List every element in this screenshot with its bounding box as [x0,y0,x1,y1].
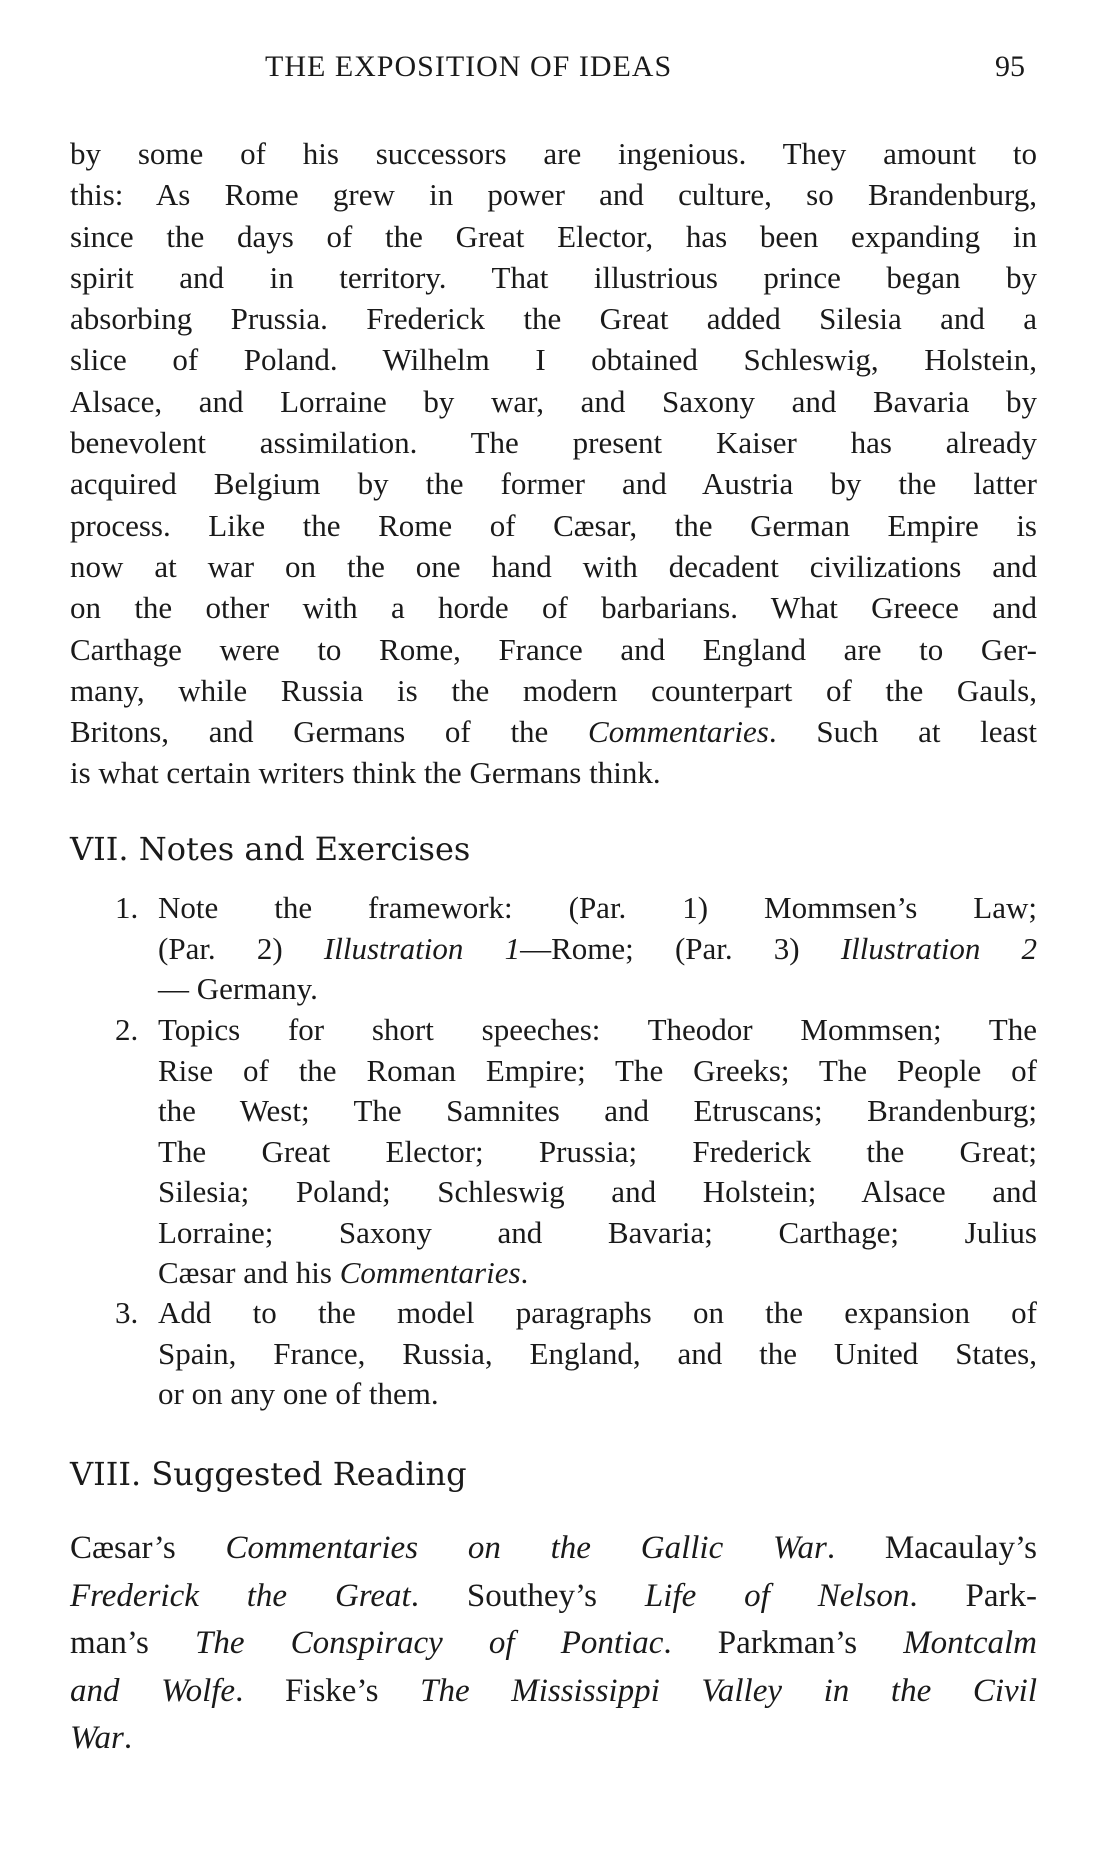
text-run: Silesia; Poland; Schleswig and Holstein; Alsace and [158,1174,1037,1209]
running-title: THE EXPOSITION OF IDEAS [265,50,673,83]
text-line [158,1010,1037,1051]
text-run: slice of Poland. Wilhelm I obtained Schleswig, Holstein, [70,342,1037,378]
text-line [70,1573,1037,1621]
italic-title: and Wolfe [70,1672,236,1709]
text-run: spirit and in territory. That illustrious prince began by [70,259,1037,295]
text-line [70,133,1037,174]
text-run: . Such at least [768,714,1037,750]
text-line [158,1253,1037,1294]
text-run: . Macaulay’s [826,1530,1038,1566]
text-run: The Great Elector; Prussia; Frederick the Great; [158,1133,1037,1169]
item-text [158,1293,1037,1415]
text-line [70,339,1037,380]
text-run: since the days of the Great Elector, has been expanding in [70,218,1037,254]
text-run: — Germany. [158,971,318,1006]
text-run: Note the framework: (Par. 1) Mommsen’s Law; [158,890,1037,925]
text-line [158,1051,1037,1092]
italic-title: Illustration 1 [323,930,521,966]
text-line [158,1172,1037,1213]
italic-title: Montcalm [903,1625,1037,1661]
text-run: (Par. 2) [158,930,324,966]
text-run: many, while Russia is the modern counterpart of the Gauls, [70,672,1037,708]
text-run: Britons, and Germans of the [70,714,589,750]
body-paragraph [70,133,1037,794]
text-line [70,587,1037,628]
running-header [0,50,1098,90]
text-run: or on any one of them. [158,1376,439,1411]
text-line [70,505,1037,546]
italic-title: Commentaries [588,714,769,750]
text-line [158,1132,1037,1173]
text-run: Alsace, and Lorraine by war, and Saxony and Bavaria by [70,383,1037,419]
item-text [158,1010,1037,1294]
text-run: Carthage were to Rome, France and England are to Ger- [70,631,1037,667]
italic-title: Commentaries on the Gallic War [225,1530,827,1566]
text-line [158,1334,1037,1375]
text-line [158,888,1037,929]
text-line [158,1374,1037,1415]
text-line [70,381,1037,422]
text-line [70,463,1037,504]
page-number: 95 [995,50,1025,83]
exercise-item [115,1010,1037,1294]
text-run: Cæsar and his [158,1255,340,1290]
text-run: is what certain writers think the Germans think. [70,755,661,791]
italic-title: War [70,1720,124,1756]
text-run: acquired Belgium by the former and Austria by the latter [70,466,1037,502]
italic-title: The Mississippi Valley in the Civil [420,1672,1037,1709]
text-line [158,929,1037,970]
text-run: by some of his successors are ingenious. They amount to [70,136,1037,171]
suggested-reading-paragraph [70,1525,1037,1763]
text-run: Lorraine; Saxony and Bavaria; Carthage; Julius [158,1214,1037,1250]
text-run: man’s [70,1625,195,1661]
text-line [158,1293,1037,1334]
text-run: this: As Rome grew in power and culture, so Brandenburg, [70,177,1037,213]
item-number: 1. [115,890,139,925]
text-run: . [123,1720,133,1756]
text-line [70,1525,1037,1573]
italic-title: Commentaries [339,1255,521,1290]
section-heading-notes: VII. Notes and Exercises [70,830,471,868]
text-run: —Rome; (Par. 3) [520,930,841,966]
text-line [158,1091,1037,1132]
text-run: on the other with a horde of barbarians. What Greece and [70,590,1037,626]
text-line [70,629,1037,670]
text-line [70,216,1037,257]
italic-title: The Conspiracy of Pontiac [194,1625,664,1661]
item-text [158,888,1037,1010]
section-heading-reading: VIII. Suggested Reading [70,1455,467,1493]
text-run: Topics for short speeches: Theodor Mommsen; The [158,1012,1037,1047]
text-run: now at war on the one hand with decadent civilizations and [70,548,1037,584]
text-line [70,546,1037,587]
item-number: 2. [115,1012,139,1047]
text-line [70,670,1037,711]
italic-title: Life of Nelson [644,1577,910,1614]
text-run: Rise of the Roman Empire; The Greeks; The People of [158,1052,1037,1088]
text-run: the West; The Samnites and Etruscans; Brandenburg; [158,1093,1037,1128]
text-run: . Southey’s [410,1577,645,1614]
text-run: . [520,1255,529,1290]
text-line [70,711,1037,752]
item-number: 3. [115,1295,139,1330]
text-run: . Fiske’s [235,1672,421,1709]
italic-title: Frederick the Great [70,1577,411,1614]
text-line [70,752,1037,793]
text-line [70,422,1037,463]
italic-title: Illustration 2 [840,930,1038,966]
text-line [70,1715,1037,1763]
text-run: Cæsar’s [70,1530,226,1566]
text-run: Add to the model paragraphs on the expansion of [158,1295,1037,1330]
text-line [70,1668,1037,1716]
text-line [70,1620,1037,1668]
text-run: benevolent assimilation. The present Kaiser has already [70,425,1037,461]
exercise-item [115,1293,1037,1415]
text-line [70,298,1037,339]
text-run: Spain, France, Russia, England, and the United States, [158,1335,1037,1371]
exercise-item [115,888,1037,1010]
text-run: . Parkman’s [663,1625,904,1661]
text-line [70,174,1037,215]
text-line [158,969,1037,1010]
text-run: . Park- [909,1577,1037,1614]
text-line [70,257,1037,298]
text-run: process. Like the Rome of Cæsar, the German Empire is [70,507,1037,543]
text-line [158,1213,1037,1254]
text-run: absorbing Prussia. Frederick the Great added Silesia and a [70,301,1037,337]
